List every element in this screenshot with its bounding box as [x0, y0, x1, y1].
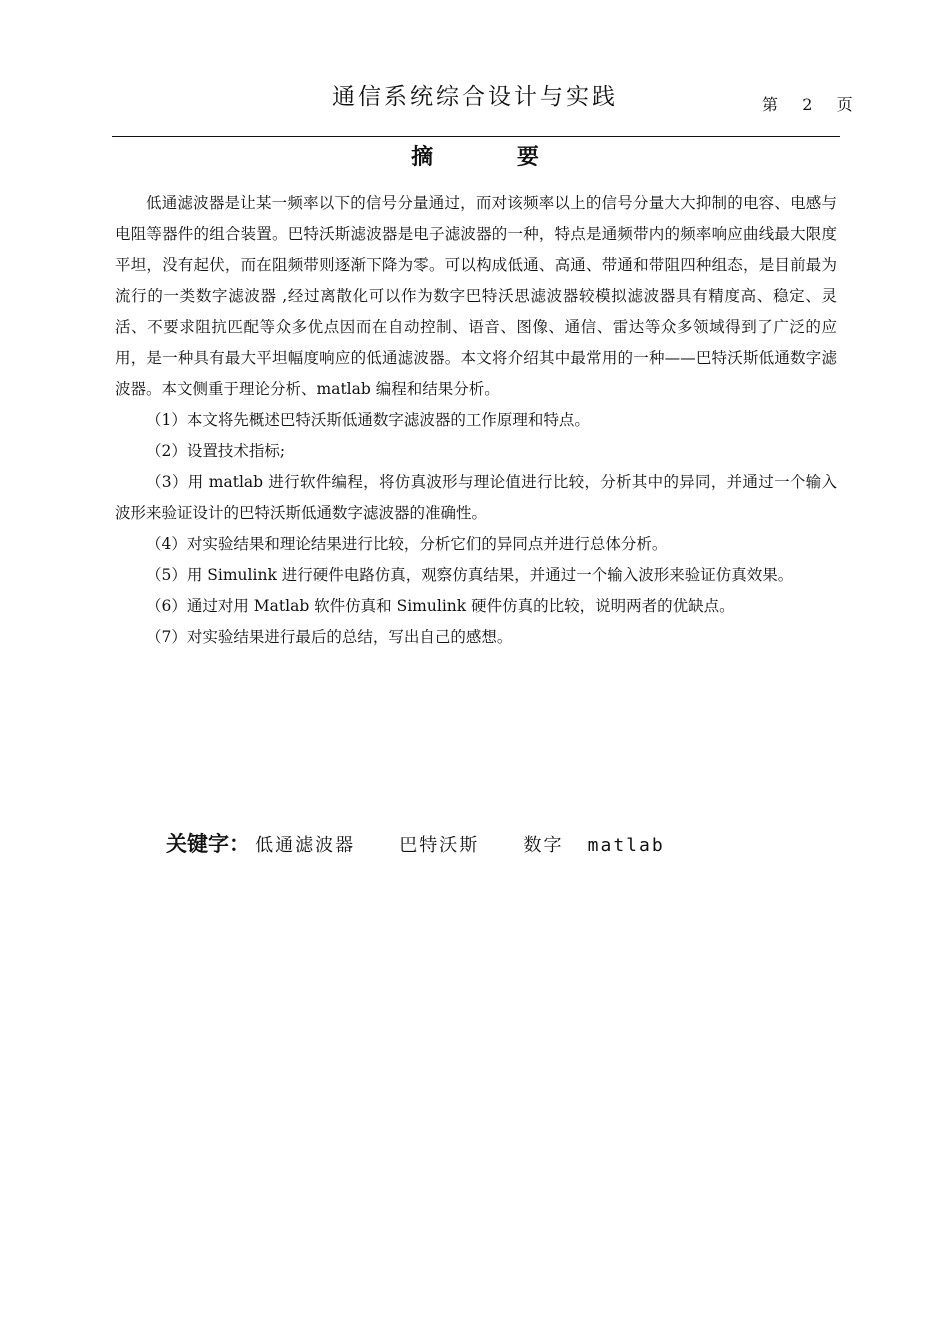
abstract-item-5: （5）用 Simulink 进行硬件电路仿真，观察仿真结果，并通过一个输入波形来验证仿真效果。 — [146, 566, 794, 584]
page-number-suffix: 页 — [836, 95, 853, 114]
abstract-paragraph-intro: 低通滤波器是让某一频率以下的信号分量通过，而对该频率以上的信号分量大大抑制的电容、电感与电阻等器件的组合装置。巴特沃斯滤波器是电子滤波器的一种，特点是通频带内的频率响应曲线最大限度平坦，没有起伏，而在阻频带则逐渐下降为零。可以构成低通、高通、带通和带阻四种组态，是目前最为流行的一类数字滤波器 ,经过离散化可以作为数字巴特沃思滤波器较模拟滤波器具有精度高、稳定、灵活、不要求阻抗匹配等众多优点因而在自动控制、语音、图像、通信、雷达等众多领域得到了广泛的应用，是一种具有最大平坦幅度响应的低通滤波器。本文将介绍其中最常用的一种——巴特沃斯低通数字滤波器。本文侧重于理论分析、matlab 编程和结果分析。 — [115, 194, 837, 398]
keywords-line — [166, 828, 665, 862]
keyword-item: 数字 — [523, 835, 564, 856]
page-number-prefix: 第 — [762, 95, 779, 114]
document-header-title: 通信系统综合设计与实践 — [332, 84, 618, 110]
page-number — [762, 94, 853, 116]
abstract-body — [115, 188, 837, 653]
abstract-item-2: （2）设置技术指标; — [146, 442, 286, 460]
abstract-item-1: （1）本文将先概述巴特沃斯低通数字滤波器的工作原理和特点。 — [146, 411, 590, 429]
keywords-label: 关键字： — [166, 832, 250, 856]
abstract-heading: 摘 要 — [411, 145, 577, 170]
abstract-item-3: （3）用 matlab 进行软件编程，将仿真波形与理论值进行比较，分析其中的异同，并通过一个输入波形来验证设计的巴特沃斯低通数字滤波器的准确性。 — [115, 473, 837, 522]
keyword-item: 低通滤波器 — [255, 835, 356, 856]
abstract-item-6: （6）通过对用 Matlab 软件仿真和 Simulink 硬件仿真的比较，说明两者的优缺点。 — [146, 597, 735, 615]
page-number-value: 2 — [802, 95, 813, 114]
header-divider — [112, 136, 840, 137]
keyword-item: 巴特沃斯 — [399, 835, 480, 856]
abstract-item-4: （4）对实验结果和理论结果进行比较，分析它们的异同点并进行总体分析。 — [146, 535, 668, 553]
abstract-item-7: （7）对实验结果进行最后的总结，写出自己的感想。 — [146, 628, 513, 646]
keyword-item: matlab — [587, 835, 665, 856]
